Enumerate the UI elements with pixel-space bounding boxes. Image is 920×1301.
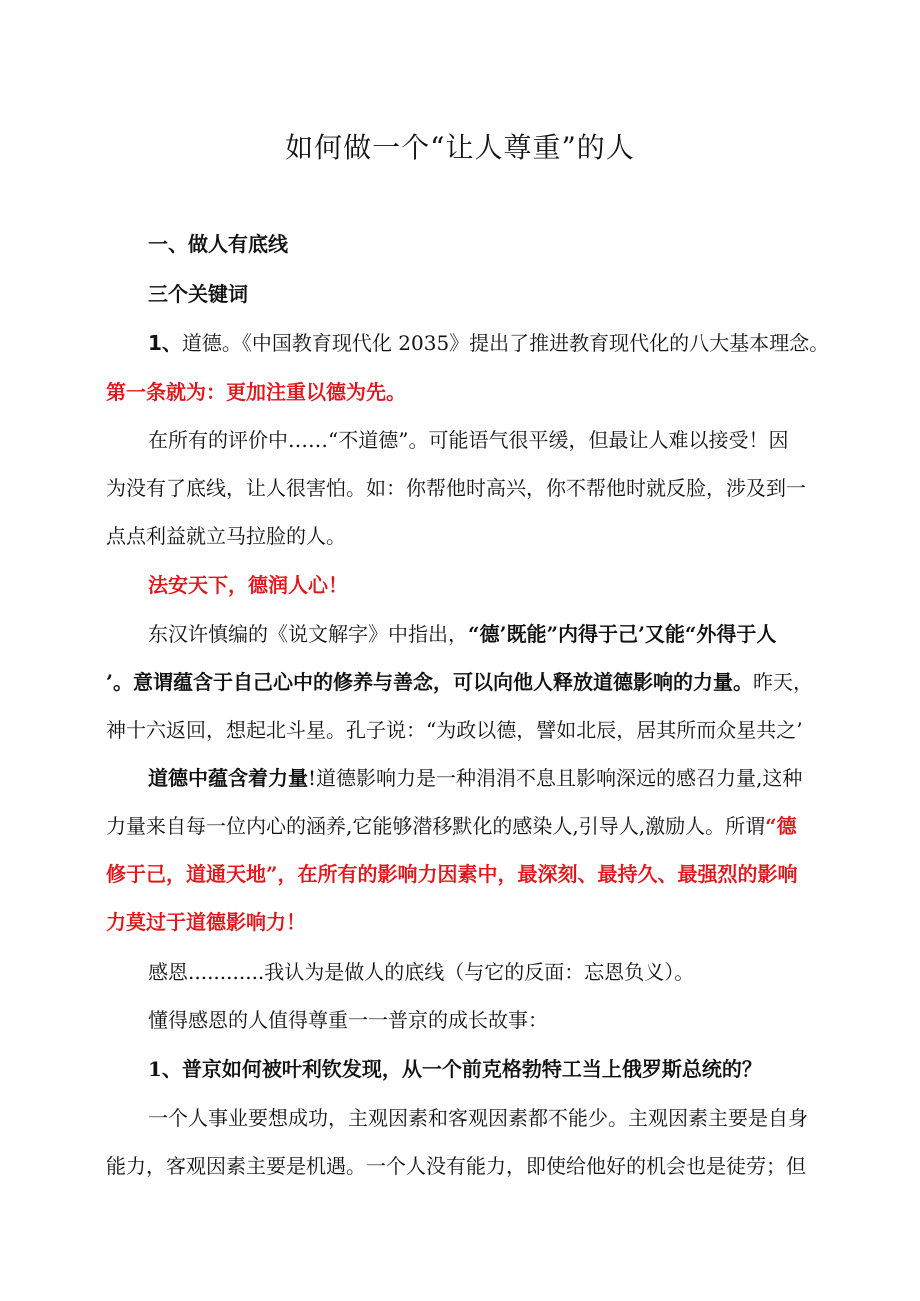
document-title: 如何做一个“让人尊重”的人	[285, 131, 635, 164]
red-phrase: “德	[765, 814, 797, 838]
slogan-law-and-virtue: 法安天下，德润人心！	[148, 573, 348, 597]
paragraph-power-line-1	[148, 763, 828, 793]
paragraph-morality-line-2: 第一条就为：更加注重以德为先。	[106, 380, 406, 404]
paragraph-text: !道德影响力是一种涓涓不息且影响深远的感召力量,这种	[308, 766, 803, 790]
item-number: 1、	[148, 331, 182, 355]
paragraph-power-line-2	[106, 811, 826, 841]
paragraph-shuowen-line-3: 神十六返回，想起北斗星。孔子说：“为政以德，譬如北辰，居其所而众星共之’	[106, 718, 803, 742]
paragraph-evaluation-line-3: 点点利益就立马拉脸的人。	[106, 524, 346, 548]
paragraph-text: 道德。《中国教育现代化 2035》提出了推进教育现代化的八大基本理念。	[181, 331, 830, 355]
paragraph-power-line-3: 修于己，道通天地”，在所有的影响力因素中，最深刻、最持久、最强烈的影响	[106, 862, 798, 886]
paragraph-success-line-2: 能力，客观因素主要是机遇。一个人没有能力，即使给他好的机会也是徒劳；但	[106, 1154, 806, 1178]
heading-three-keywords: 三个关键词	[148, 282, 248, 306]
paragraph-shuowen-line-2	[106, 667, 826, 697]
paragraph-power-line-4: 力莫过于道德影响力！	[106, 910, 306, 934]
quote-bold: ’。意谓蕴含于自己心中的修养与善念，可以向他人释放道德影响的力量。	[106, 670, 753, 694]
heading-bottom-line: 一、做人有底线	[148, 232, 288, 256]
paragraph-text: 力量来自每一位内心的涵养,它能够潜移默化的感染人,引导人,激励人。所谓	[106, 814, 766, 838]
paragraph-gratitude: 感恩............我认为是做人的底线（与它的反面：忘恩负义）。	[148, 960, 695, 984]
bold-phrase: 道德中蕴含着力量	[148, 766, 308, 790]
paragraph-evaluation-line-2: 为没有了底线，让人很害怕。如：你帮他时高兴，你不帮他时就反脸，涉及到一	[106, 476, 806, 500]
paragraph-text: 昨天，	[752, 670, 813, 694]
paragraph-morality-line-1	[148, 328, 828, 358]
quote-bold: “德’既能”内得于己’又能“外得于人	[468, 622, 777, 646]
paragraph-evaluation-line-1: 在所有的评价中……“不道德”。可能语气很平缓，但最让人难以接受！因	[148, 428, 789, 452]
subheading-putin-question: 1、普京如何被叶利钦发现，从一个前克格勃特工当上俄罗斯总统的？	[148, 1057, 762, 1081]
paragraph-shuowen-line-1	[148, 619, 828, 649]
paragraph-text: 东汉许慎编的《说文解字》中指出，	[148, 622, 468, 646]
paragraph-success-line-1: 一个人事业要想成功，主观因素和客观因素都不能少。主观因素主要是自身	[148, 1106, 808, 1130]
paragraph-putin-intro: 懂得感恩的人值得尊重一一普京的成长故事：	[148, 1008, 548, 1032]
